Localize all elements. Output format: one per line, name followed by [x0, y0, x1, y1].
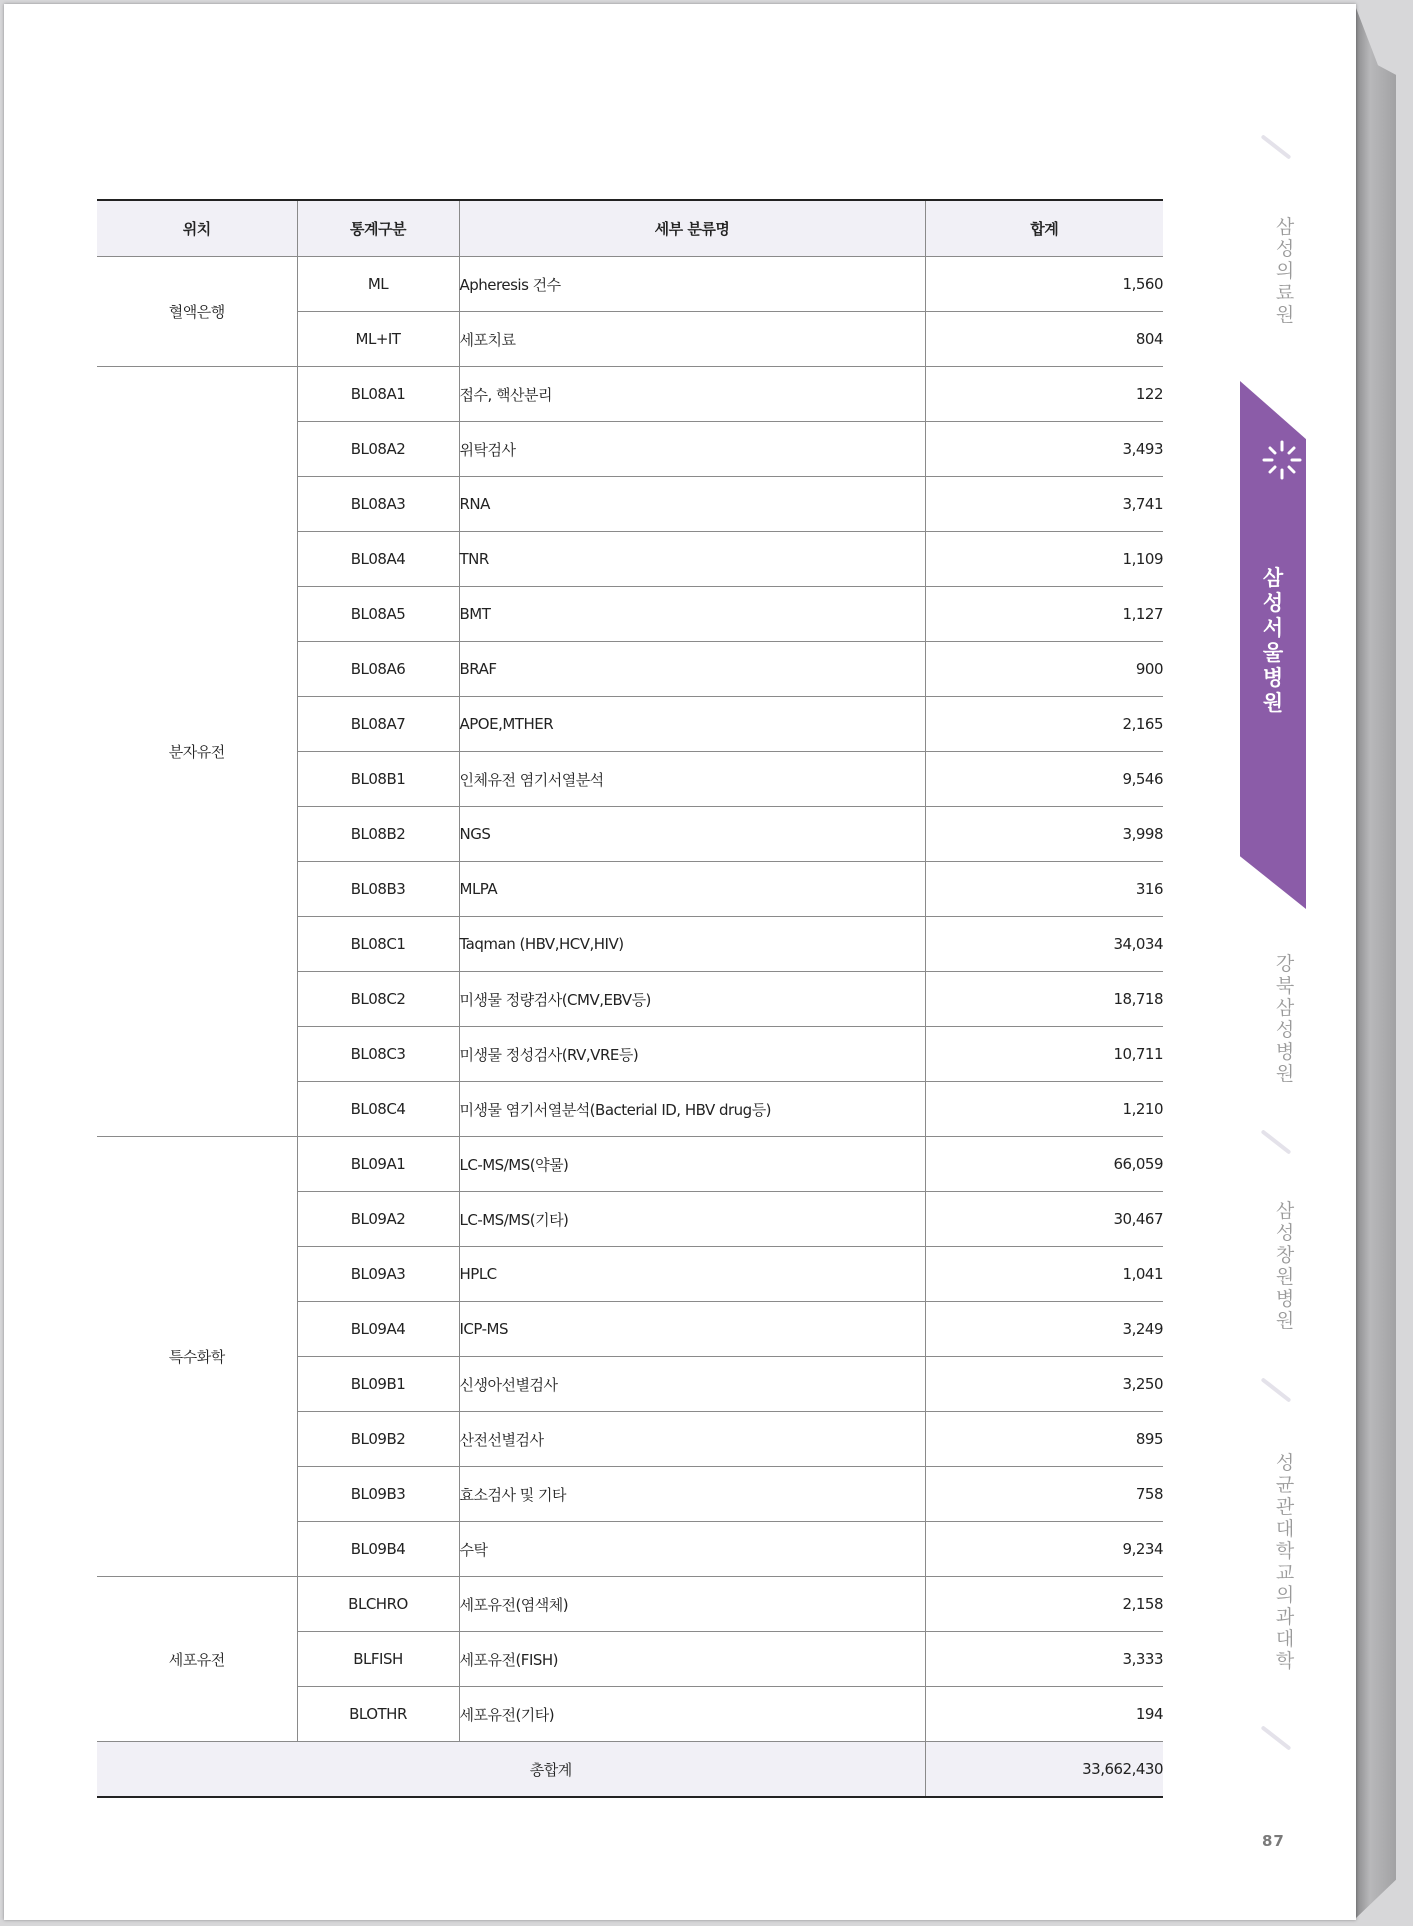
detail-name-cell: 산전선별검사 [459, 1412, 925, 1467]
total-cell: 3,250 [925, 1357, 1163, 1412]
total-cell: 3,493 [925, 422, 1163, 477]
detail-name-cell: BMT [459, 587, 925, 642]
detail-name-cell: LC-MS/MS(기타) [459, 1192, 925, 1247]
detail-name-cell: BRAF [459, 642, 925, 697]
table-row [97, 1137, 1163, 1192]
detail-name-cell: 신생아선별검사 [459, 1357, 925, 1412]
location-cell: 특수화학 [97, 1137, 297, 1577]
stat-code-cell: BL08B3 [297, 862, 459, 917]
table-row [97, 1577, 1163, 1632]
detail-name-cell: 접수, 핵산분리 [459, 367, 925, 422]
statistics-table [97, 199, 1163, 1798]
grand-total-row [97, 1742, 1163, 1798]
location-cell: 분자유전 [97, 367, 297, 1137]
page-edge [1356, 8, 1396, 1918]
detail-name-cell: ICP-MS [459, 1302, 925, 1357]
stat-code-cell: BL08A3 [297, 477, 459, 532]
sidebar-item-samsung-medical-center[interactable]: 삼성의료원 [1275, 216, 1295, 326]
total-cell: 3,333 [925, 1632, 1163, 1687]
grand-total-label: 총합계 [97, 1742, 925, 1798]
detail-name-cell: 효소검사 및 기타 [459, 1467, 925, 1522]
table-row [97, 257, 1163, 312]
total-cell: 804 [925, 312, 1163, 367]
stat-code-cell: BLFISH [297, 1632, 459, 1687]
detail-name-cell: 미생물 염기서열분석(Bacterial ID, HBV drug등) [459, 1082, 925, 1137]
total-cell: 122 [925, 367, 1163, 422]
sidebar-item-samsung-seoul-hospital[interactable]: 삼성서울병원 [1262, 566, 1284, 715]
stat-code-cell: BL09B2 [297, 1412, 459, 1467]
detail-name-cell: 미생물 정성검사(RV,VRE등) [459, 1027, 925, 1082]
detail-name-cell: RNA [459, 477, 925, 532]
total-cell: 3,249 [925, 1302, 1163, 1357]
detail-name-cell: 세포유전(염색체) [459, 1577, 925, 1632]
sidebar-item-samsung-changwon-hospital[interactable]: 삼성창원병원 [1275, 1200, 1295, 1332]
header-total: 합계 [925, 200, 1163, 257]
detail-name-cell: Taqman (HBV,HCV,HIV) [459, 917, 925, 972]
total-cell: 1,210 [925, 1082, 1163, 1137]
detail-name-cell: MLPA [459, 862, 925, 917]
stat-code-cell: BL09B3 [297, 1467, 459, 1522]
detail-name-cell: 미생물 정량검사(CMV,EBV등) [459, 972, 925, 1027]
total-cell: 9,234 [925, 1522, 1163, 1577]
stat-code-cell: BL08C2 [297, 972, 459, 1027]
stat-code-cell: BL09A2 [297, 1192, 459, 1247]
detail-name-cell: Apheresis 건수 [459, 257, 925, 312]
detail-name-cell: LC-MS/MS(약물) [459, 1137, 925, 1192]
detail-name-cell: 세포유전(기타) [459, 1687, 925, 1742]
stat-code-cell: BL08C4 [297, 1082, 459, 1137]
stat-code-cell: ML [297, 257, 459, 312]
stat-code-cell: BL08A4 [297, 532, 459, 587]
detail-name-cell: HPLC [459, 1247, 925, 1302]
stat-code-cell: BL09B4 [297, 1522, 459, 1577]
detail-name-cell: 수탁 [459, 1522, 925, 1577]
total-cell: 3,998 [925, 807, 1163, 862]
stat-code-cell: BL08A1 [297, 367, 459, 422]
grand-total-value: 33,662,430 [925, 1742, 1163, 1798]
detail-name-cell: 위탁검사 [459, 422, 925, 477]
stat-code-cell: BL09A4 [297, 1302, 459, 1357]
stat-code-cell: BL08A7 [297, 697, 459, 752]
total-cell: 2,165 [925, 697, 1163, 752]
total-cell: 895 [925, 1412, 1163, 1467]
location-cell: 혈액은행 [97, 257, 297, 367]
stat-code-cell: BL09A1 [297, 1137, 459, 1192]
stat-code-cell: BL08A6 [297, 642, 459, 697]
stat-code-cell: BL08A2 [297, 422, 459, 477]
total-cell: 2,158 [925, 1577, 1163, 1632]
total-cell: 1,109 [925, 532, 1163, 587]
stat-code-cell: BL08B2 [297, 807, 459, 862]
stat-code-cell: BL08B1 [297, 752, 459, 807]
stat-code-cell: BL09B1 [297, 1357, 459, 1412]
total-cell: 316 [925, 862, 1163, 917]
stat-code-cell: BL08A5 [297, 587, 459, 642]
table-body [97, 257, 1163, 1798]
header-stat-category: 통계구분 [297, 200, 459, 257]
detail-name-cell: APOE,MTHER [459, 697, 925, 752]
total-cell: 1,127 [925, 587, 1163, 642]
detail-name-cell: 세포유전(FISH) [459, 1632, 925, 1687]
stat-code-cell: ML+IT [297, 312, 459, 367]
table-row [97, 367, 1163, 422]
stat-code-cell: BLCHRO [297, 1577, 459, 1632]
stat-code-cell: BL08C3 [297, 1027, 459, 1082]
detail-name-cell: NGS [459, 807, 925, 862]
total-cell: 1,560 [925, 257, 1163, 312]
total-cell: 66,059 [925, 1137, 1163, 1192]
total-cell: 194 [925, 1687, 1163, 1742]
stat-code-cell: BL09A3 [297, 1247, 459, 1302]
header-detail-name: 세부 분류명 [459, 200, 925, 257]
total-cell: 34,034 [925, 917, 1163, 972]
total-cell: 30,467 [925, 1192, 1163, 1247]
total-cell: 758 [925, 1467, 1163, 1522]
total-cell: 10,711 [925, 1027, 1163, 1082]
detail-name-cell: 세포치료 [459, 312, 925, 367]
total-cell: 900 [925, 642, 1163, 697]
stat-code-cell: BLOTHR [297, 1687, 459, 1742]
total-cell: 1,041 [925, 1247, 1163, 1302]
total-cell: 3,741 [925, 477, 1163, 532]
stat-code-cell: BL08C1 [297, 917, 459, 972]
detail-name-cell: 인체유전 염기서열분석 [459, 752, 925, 807]
table-header-row [97, 200, 1163, 257]
header-location: 위치 [97, 200, 297, 257]
sparkle-icon [1262, 440, 1302, 480]
page-number: 87 [1262, 1832, 1285, 1850]
total-cell: 9,546 [925, 752, 1163, 807]
sidebar-item-skku-medical-school[interactable]: 성균관대학교 의과대학 [1275, 1452, 1295, 1672]
sidebar-item-kangbuk-samsung-hospital[interactable]: 강북삼성병원 [1275, 953, 1295, 1085]
detail-name-cell: TNR [459, 532, 925, 587]
location-cell: 세포유전 [97, 1577, 297, 1742]
total-cell: 18,718 [925, 972, 1163, 1027]
